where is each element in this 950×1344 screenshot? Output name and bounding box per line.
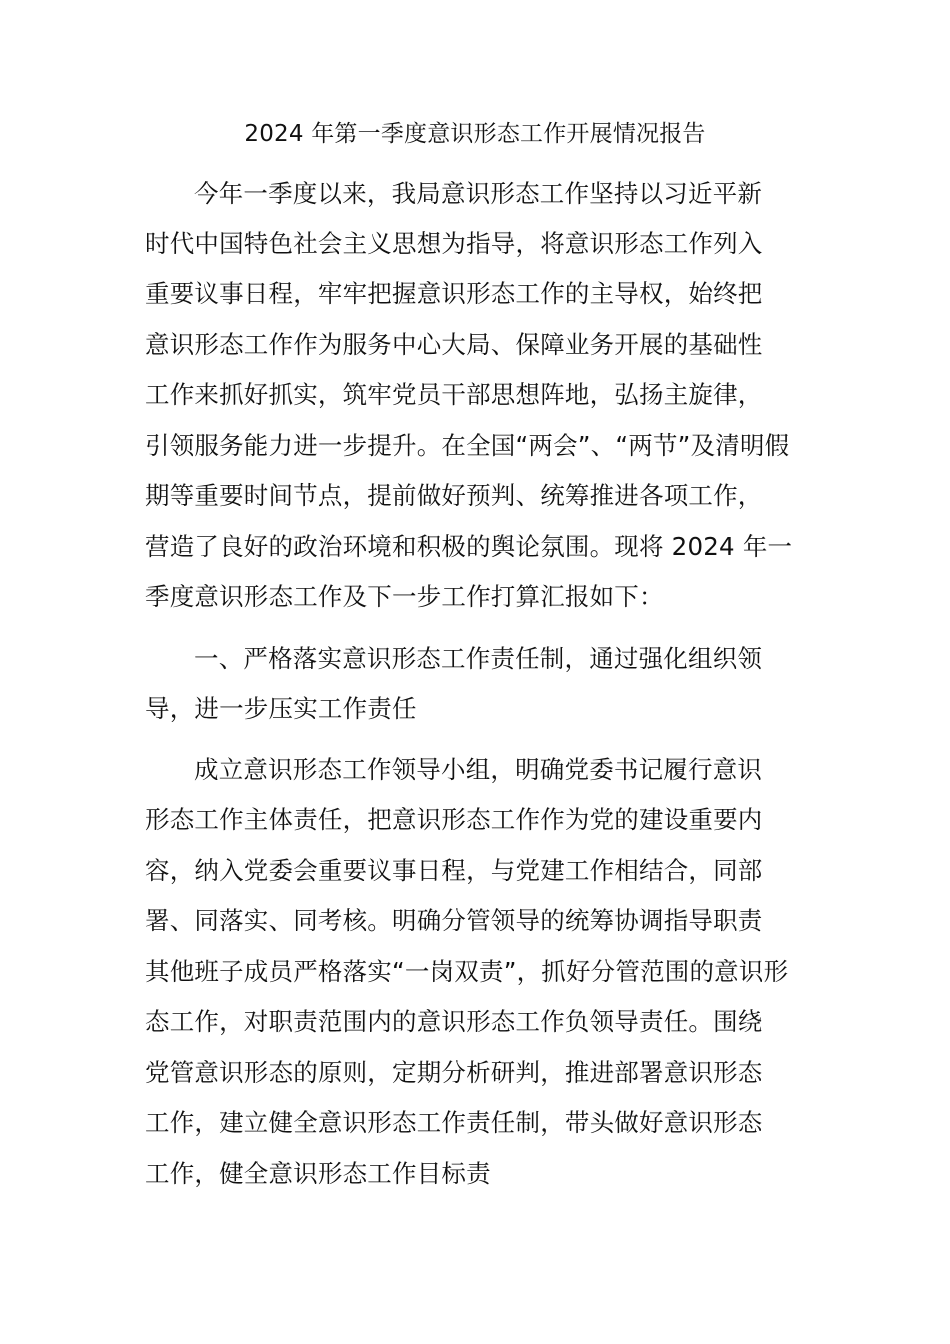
text-line: 引领服务能力进一步提升。在全国“两会”、“两节”及清明假 [145, 431, 790, 460]
text-line: 形态工作主体责任，把意识形态工作作为党的建设重要内 [145, 805, 763, 834]
text-line: 意识形态工作作为服务中心大局、保障业务开展的基础性 [145, 330, 763, 359]
text-line: 成立意识形态工作领导小组，明确党委书记履行意识 [194, 755, 763, 784]
text-line: 重要议事日程，牢牢把握意识形态工作的主导权，始终把 [145, 279, 763, 308]
text-line: 其他班子成员严格落实“一岗双责”，抓好分管范围的意识形 [145, 957, 789, 986]
text-line: 今年一季度以来，我局意识形态工作坚持以习近平新 [194, 179, 763, 208]
text-line: 工作，建立健全意识形态工作责任制，带头做好意识形态 [145, 1108, 763, 1137]
text-line: 工作来抓好抓实，筑牢党员干部思想阵地，弘扬主旋律， [145, 380, 763, 409]
document-title: 2024 年第一季度意识形态工作开展情况报告 [244, 121, 706, 147]
text-line: 期等重要时间节点，提前做好预判、统筹推进各项工作， [145, 481, 763, 510]
text-line: 态工作，对职责范围内的意识形态工作负领导责任。围绕 [145, 1007, 763, 1036]
text-line: 营造了良好的政治环境和积极的舆论氛围。现将 2024 年一 [145, 532, 793, 561]
text-line: 党管意识形态的原则，定期分析研判，推进部署意识形态 [145, 1058, 763, 1087]
text-line: 容，纳入党委会重要议事日程，与党建工作相结合，同部 [145, 856, 763, 885]
text-line: 季度意识形态工作及下一步工作打算汇报如下： [145, 582, 664, 611]
heading-line: 一、严格落实意识形态工作责任制，通过强化组织领 [194, 644, 763, 673]
text-line: 时代中国特色社会主义思想为指导，将意识形态工作列入 [145, 229, 763, 258]
heading-line: 导，进一步压实工作责任 [145, 694, 417, 723]
text-line: 工作，健全意识形态工作目标责 [145, 1159, 491, 1188]
text-line: 署、同落实、同考核。明确分管领导的统筹协调指导职责 [145, 906, 763, 935]
